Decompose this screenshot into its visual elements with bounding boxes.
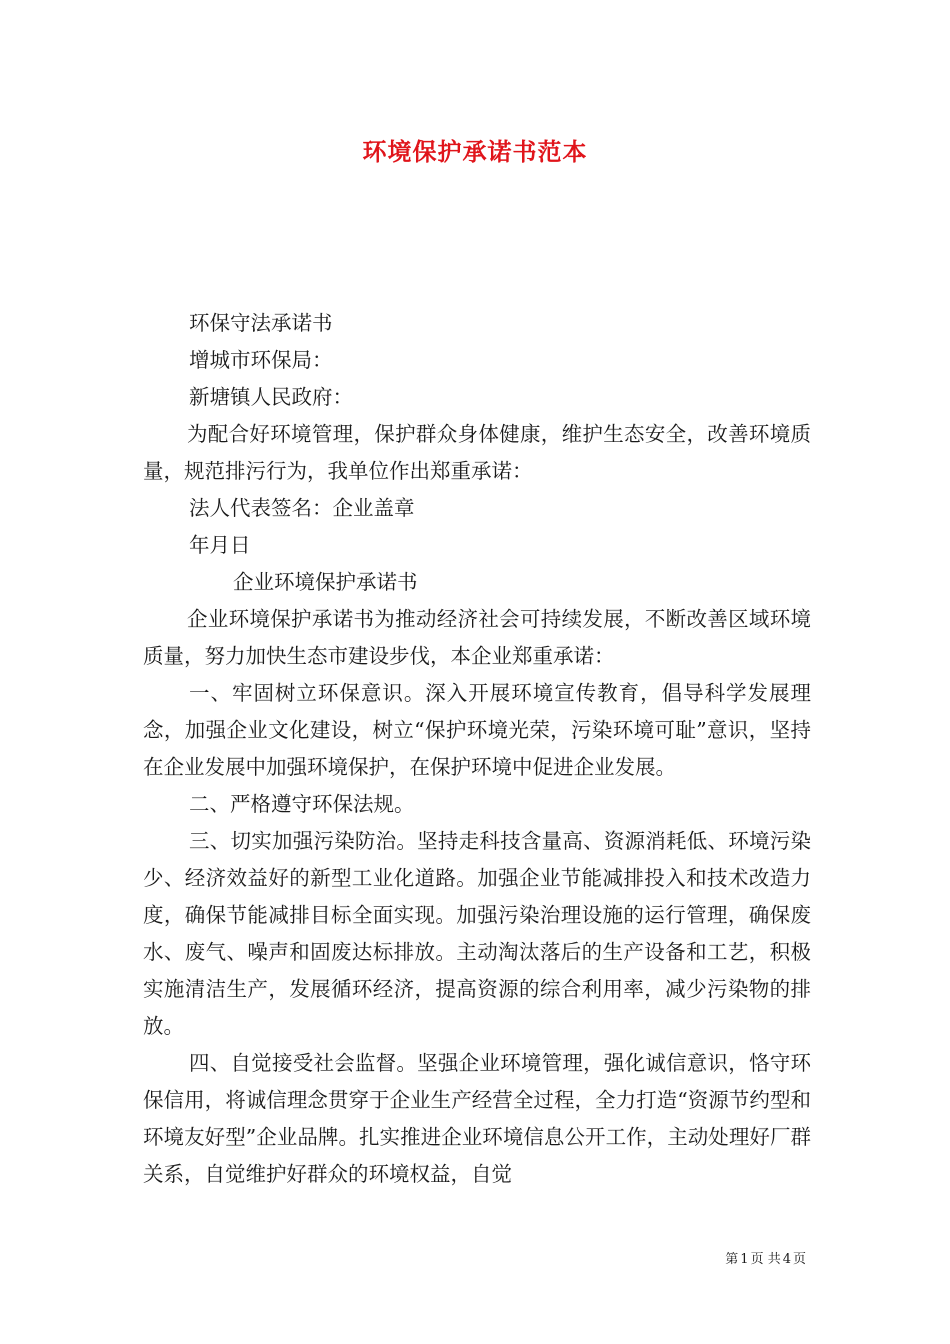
footer-current-page: 1 [740, 1252, 749, 1267]
paragraph-recipient-government: 新塘镇人民政府： [189, 385, 353, 409]
footer-prefix: 第 [725, 1252, 739, 1267]
document-body [143, 305, 811, 1193]
paragraph-item-4: 四、自觉接受社会监督。坚强企业环境管理，强化诚信意识，恪守环保信用，将诚信理念贯穿于企业生产经营全过程，全力打造“资源节约型和环境友好型”企业品牌。扎实推进企业环境信息公开工作，主动处理好厂群关系，自觉维护好群众的环境权益，自觉 [143, 1051, 811, 1186]
document-title: 环境保护承诺书范本 [362, 137, 588, 166]
paragraph-intro: 为配合好环境管理，保护群众身体健康，维护生态安全，改善环境质量，规范排污行为，我单位作出郑重承诺： [143, 422, 811, 483]
page-number-footer [725, 1248, 806, 1267]
paragraph-heading-pledge: 环保守法承诺书 [189, 311, 333, 335]
paragraph-subtitle: 企业环境保护承诺书 [233, 570, 418, 594]
paragraph-preamble: 企业环境保护承诺书为推动经济社会可持续发展，不断改善区域环境质量，努力加快生态市建设步伐，本企业郑重承诺： [143, 607, 811, 668]
footer-total-pages: 4 [782, 1252, 791, 1267]
paragraph-item-2: 二、严格遵守环保法规。 [189, 792, 415, 816]
paragraph-signature: 法人代表签名：企业盖章 [189, 496, 415, 520]
paragraph-recipient-bureau: 增城市环保局： [189, 348, 333, 372]
footer-suffix: 页 [792, 1252, 806, 1267]
paragraph-date: 年月日 [189, 533, 251, 557]
footer-middle: 页 共 [750, 1252, 781, 1267]
paragraph-item-1: 一、牢固树立环保意识。深入开展环境宣传教育，倡导科学发展理念，加强企业文化建设，树立“保护环境光荣，污染环境可耻”意识，坚持在企业发展中加强环境保护，在保护环境中促进企业发展。 [143, 681, 811, 779]
paragraph-item-3: 三、切实加强污染防治。坚持走科技含量高、资源消耗低、环境污染少、经济效益好的新型工业化道路。加强企业节能减排投入和技术改造力度，确保节能减排目标全面实现。加强污染治理设施的运行管理，确保废水、废气、噪声和固废达标排放。主动淘汰落后的生产设备和工艺，积极实施清洁生产，发展循环经济，提高资源的综合利用率，减少污染物的排放。 [143, 829, 811, 1038]
